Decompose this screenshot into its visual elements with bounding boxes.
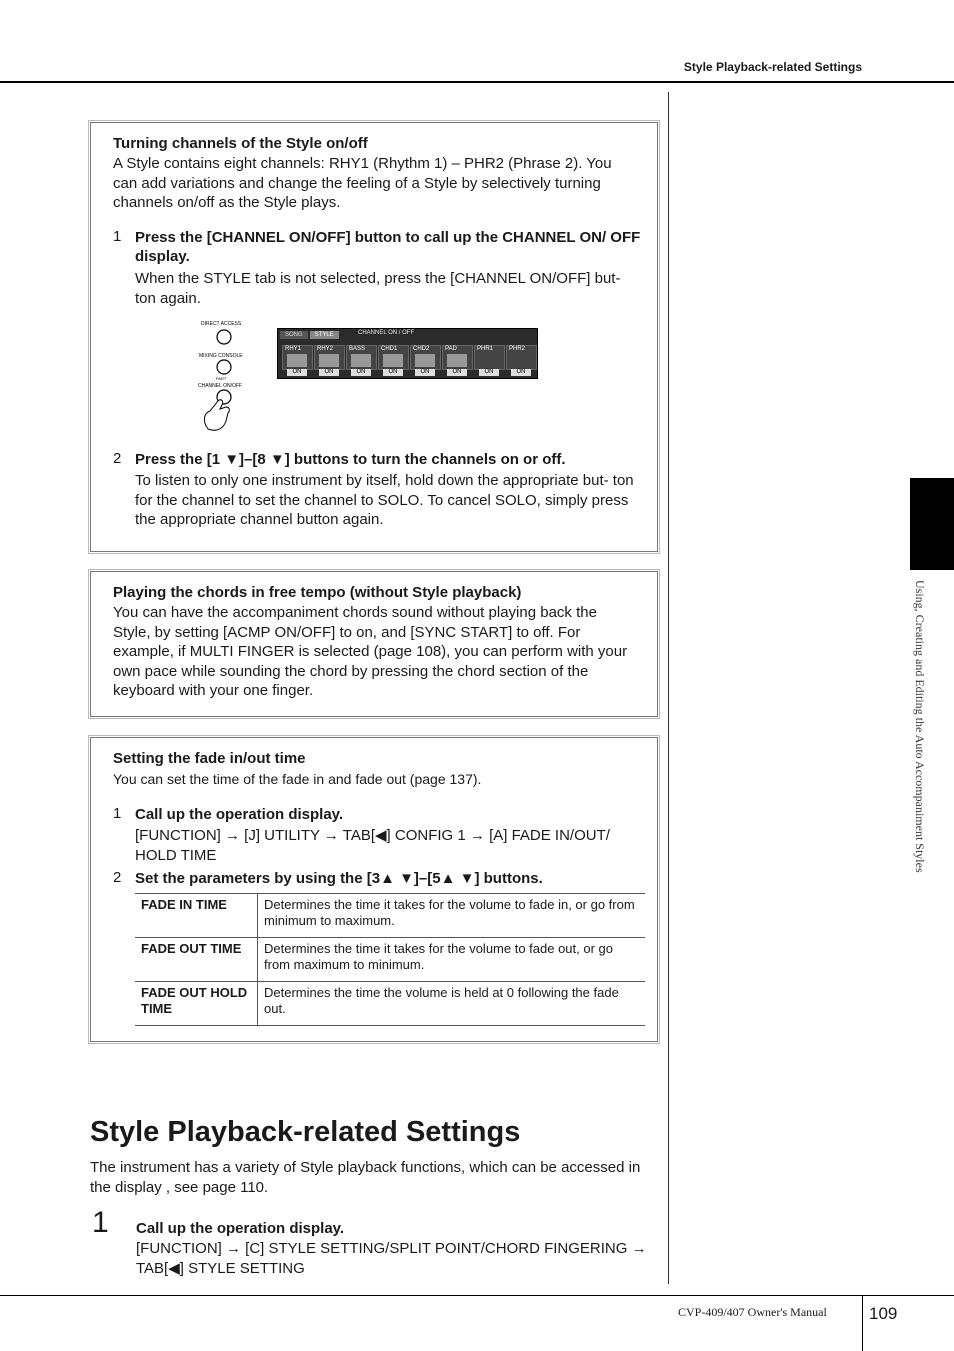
param-name: FADE OUT HOLD TIME — [135, 982, 258, 1026]
instrument-icon — [383, 354, 403, 367]
channel-on-indicator: ON — [511, 369, 531, 376]
manual-name: CVP-409/407 Owner's Manual — [678, 1305, 827, 1319]
direct-access-button — [217, 330, 231, 344]
step-heading: Call up the operation display. — [135, 806, 344, 823]
table-row — [135, 938, 645, 982]
display-title: CHANNEL ON / OFF — [358, 330, 415, 336]
channel-name: PHR2 — [509, 346, 526, 352]
section-title: Style Playback-related Settings — [90, 1116, 521, 1148]
box-text: You can have the accompaniment chords sound without playing back the Style, by setting [ACMP ON/OFF] to on, and [SYNC START] to off. For example, if MULTI FINGER is selected (page 108), you can perform with your own pace while sounding the chord by pressing the chord section of the keyboard with your one finger. — [113, 604, 628, 699]
channel-cell-bass — [346, 345, 377, 370]
free-tempo-chords-box — [90, 571, 658, 717]
channel-on-indicator: ON — [383, 369, 403, 376]
page-number: 109 — [869, 1304, 898, 1323]
table-row — [135, 982, 645, 1026]
box-title: Playing the chords in free tempo (without Style playback) — [113, 584, 522, 601]
channel-on-indicator: ON — [447, 369, 467, 376]
channel-cell-rhy1 — [282, 345, 313, 370]
channel-on-indicator: ON — [479, 369, 499, 376]
param-description: Determines the time the volume is held at 0 following the fade out. — [258, 982, 646, 1026]
channel-on-indicator: ON — [319, 369, 339, 376]
step-body: To listen to only one instrument by itself, hold down the appropriate but- ton for the channel to set the channel to SOLO. To cancel SOLO, simply press the appropriate channel button again. — [135, 472, 634, 528]
channel-name: CHD1 — [381, 346, 398, 352]
step-heading: Press the [1 ▼]–[8 ▼] buttons to turn the channels on or off. — [135, 451, 566, 468]
channel-name: CHD2 — [413, 346, 430, 352]
step-body: [FUNCTION] → [C] STYLE SETTING/SPLIT POINT/CHORD FINGERING → TAB[◀] STYLE SETTING — [136, 1240, 647, 1277]
mixing-console-button — [217, 360, 231, 374]
param-name: FADE IN TIME — [135, 894, 258, 938]
step-heading: Press the [CHANNEL ON/OFF] button to call up the CHANNEL ON/ OFF display. — [135, 229, 641, 265]
footer-rule — [0, 1295, 954, 1296]
param-description: Determines the time it takes for the volume to fade out, or go from maximum to minimum. — [258, 938, 646, 982]
instrument-icon — [415, 354, 435, 367]
channel-cell-rhy2 — [314, 345, 345, 370]
channel-name: RHY2 — [317, 346, 334, 352]
instrument-icon — [351, 354, 371, 367]
box-intro: A Style contains eight channels: RHY1 (Rhythm 1) – PHR2 (Phrase 2). You can add variations and change the feeling of a Style by selectively turning channels on/off as the Style plays. — [113, 155, 612, 211]
channel-name: PAD — [445, 346, 457, 352]
display-tabs — [280, 331, 341, 342]
channel-cell-chd1 — [378, 345, 409, 370]
channel-on-indicator: ON — [287, 369, 307, 376]
column-rule — [668, 92, 669, 1284]
box-title: Turning channels of the Style on/off — [113, 135, 368, 152]
step-number: 2 — [113, 450, 122, 467]
step-number: 1 — [113, 228, 122, 245]
channel-on-indicator: ON — [415, 369, 435, 376]
instrument-icon — [447, 354, 467, 367]
channel-onoff-label: CHANNEL ON/OFF — [198, 383, 242, 389]
step-body: [FUNCTION] → [J] UTILITY → TAB[◀] CONFIG 1 → [A] FADE IN/OUT/ HOLD TIME — [135, 827, 610, 864]
running-header: Style Playback-related Settings — [683, 60, 862, 74]
fade-time-box — [90, 737, 658, 1042]
channel-onoff-box — [90, 122, 658, 552]
part-label: PART — [216, 376, 227, 381]
direct-access-label: DIRECT ACCESS — [201, 321, 242, 327]
box-title: Setting the fade in/out time — [113, 750, 306, 767]
channel-cell-pad — [442, 345, 473, 370]
tab-song: SONG — [280, 331, 308, 339]
step-heading: Set the parameters by using the [3▲ ▼]–[5▲ ▼] buttons. — [135, 870, 543, 887]
section-intro: The instrument has a variety of Style playback functions, which can be accessed in the display , see page 110. — [90, 1159, 641, 1196]
tab-style: STYLE — [310, 331, 339, 339]
chapter-side-label: Using, Creating and Editing the Auto Accompaniment Styles — [913, 580, 927, 873]
channel-name: RHY1 — [285, 346, 302, 352]
instrument-icon — [287, 354, 307, 367]
channel-cell-phr1 — [474, 345, 505, 370]
footer-divider — [862, 1295, 863, 1351]
panel-buttons-illustration — [196, 321, 254, 436]
channel-cell-chd2 — [410, 345, 441, 370]
header-rule — [0, 81, 954, 83]
instrument-icon — [319, 354, 339, 367]
step-number: 2 — [113, 869, 122, 886]
step-heading: Call up the operation display. — [136, 1220, 345, 1237]
step-number-large: 1 — [92, 1206, 109, 1239]
param-name: FADE OUT TIME — [135, 938, 258, 982]
channel-cell-phr2 — [506, 345, 537, 370]
fade-parameters-table — [135, 893, 645, 1026]
table-row — [135, 894, 645, 938]
channel-name: PHR1 — [477, 346, 494, 352]
channel-on-indicator: ON — [351, 369, 371, 376]
step-number: 1 — [113, 805, 122, 822]
channel-onoff-display — [277, 328, 538, 379]
channel-name: BASS — [349, 346, 366, 352]
mixing-console-label: MIXING CONSOLE — [199, 353, 243, 359]
step-body: When the STYLE tab is not selected, press the [CHANNEL ON/OFF] but- ton again. — [135, 270, 621, 307]
box-intro: You can set the time of the fade in and fade out (page 137). — [113, 771, 482, 787]
param-description: Determines the time it takes for the volume to fade in, or go from minimum to maximum. — [258, 894, 646, 938]
chapter-tab — [910, 478, 954, 570]
